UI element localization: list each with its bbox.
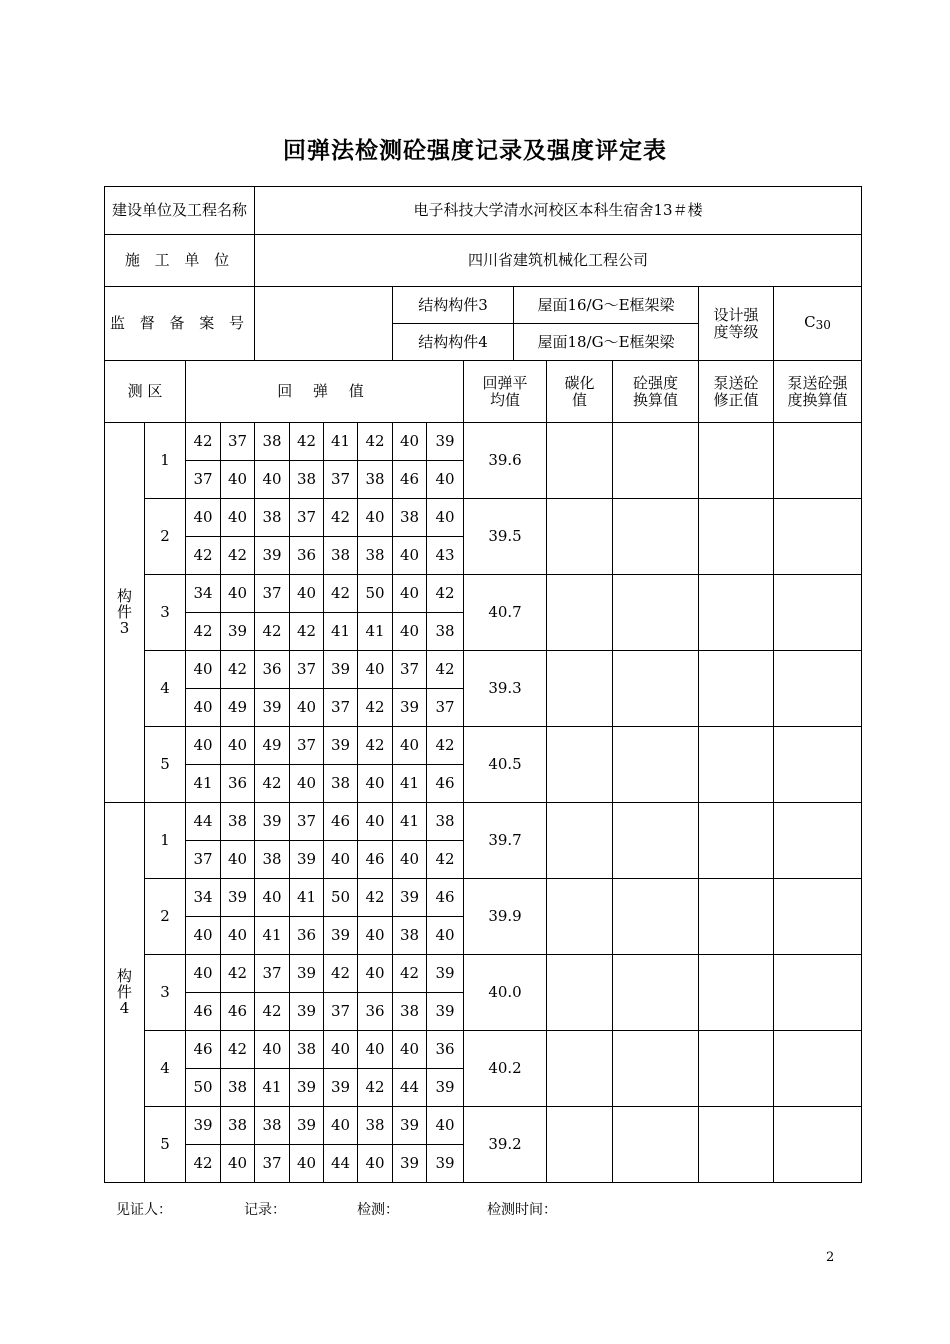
rebound-value: 39 (290, 1107, 324, 1145)
rebound-value: 40 (221, 575, 255, 613)
pump-correction-cell (699, 1031, 774, 1107)
member-group-label: 构件4 (105, 803, 145, 1183)
rebound-value: 40 (255, 1031, 290, 1069)
carbonation-cell (547, 879, 613, 955)
rebound-value: 36 (290, 537, 324, 575)
rebound-value: 40 (255, 879, 290, 917)
witness-label: 见证人： (116, 1202, 172, 1218)
strength-cell (613, 803, 699, 879)
col-carbonation: 碳化值 (547, 361, 613, 423)
rebound-value: 42 (324, 955, 358, 993)
table-row (105, 499, 862, 537)
pump-correction-cell (699, 499, 774, 575)
carbonation-cell (547, 727, 613, 803)
rebound-value: 40 (290, 689, 324, 727)
col-avg: 回弹平均值 (464, 361, 547, 423)
carbonation-cell (547, 423, 613, 499)
rebound-average: 40.7 (464, 575, 547, 651)
table-row (105, 803, 862, 841)
rebound-value: 36 (290, 917, 324, 955)
rebound-value: 40 (427, 461, 464, 499)
rebound-average: 39.6 (464, 423, 547, 499)
rebound-value: 40 (221, 841, 255, 879)
rebound-value: 40 (427, 917, 464, 955)
pump-correction-cell (699, 955, 774, 1031)
rebound-value: 42 (324, 499, 358, 537)
table-row (105, 575, 862, 613)
rebound-value: 34 (186, 879, 221, 917)
rebound-value: 39 (427, 1145, 464, 1183)
rebound-value: 40 (186, 499, 221, 537)
rebound-value: 37 (186, 461, 221, 499)
pump-strength-cell (774, 651, 862, 727)
zone-number: 2 (145, 499, 186, 575)
strength-cell (613, 1107, 699, 1183)
pump-strength-cell (774, 1031, 862, 1107)
rebound-value: 44 (324, 1145, 358, 1183)
rebound-value: 37 (255, 1145, 290, 1183)
rebound-value: 42 (358, 423, 393, 461)
rebound-value: 39 (393, 879, 427, 917)
builder-label: 施 工 单 位 (105, 235, 255, 287)
rebound-value: 38 (221, 1107, 255, 1145)
rebound-average: 40.2 (464, 1031, 547, 1107)
rebound-value: 37 (186, 841, 221, 879)
rebound-value: 40 (427, 1107, 464, 1145)
rebound-value: 38 (324, 765, 358, 803)
rebound-value: 39 (221, 879, 255, 917)
rebound-value: 41 (393, 765, 427, 803)
rebound-value: 39 (290, 1069, 324, 1107)
rebound-value: 40 (358, 651, 393, 689)
col-pump-strength: 泵送砼强度换算值 (774, 361, 862, 423)
carbonation-cell (547, 499, 613, 575)
rebound-value: 39 (255, 803, 290, 841)
rebound-value: 42 (290, 423, 324, 461)
rebound-value: 39 (324, 651, 358, 689)
rebound-value: 46 (358, 841, 393, 879)
rebound-value: 40 (324, 1107, 358, 1145)
rebound-value: 46 (221, 993, 255, 1031)
rebound-value: 42 (186, 613, 221, 651)
test-time-label: 检测时间： (487, 1202, 557, 1218)
rebound-average: 39.3 (464, 651, 547, 727)
pump-strength-cell (774, 1107, 862, 1183)
rebound-value: 42 (358, 689, 393, 727)
rebound-value: 41 (186, 765, 221, 803)
rebound-value: 42 (358, 879, 393, 917)
rebound-value: 39 (221, 613, 255, 651)
project-label: 建设单位及工程名称 (105, 187, 255, 235)
rebound-value: 38 (358, 1107, 393, 1145)
rebound-average: 40.0 (464, 955, 547, 1031)
rebound-value: 40 (393, 575, 427, 613)
rebound-value: 39 (393, 1107, 427, 1145)
rebound-value: 50 (186, 1069, 221, 1107)
supervision-value (255, 287, 393, 361)
col-pump-correction: 泵送砼修正值 (699, 361, 774, 423)
rebound-value: 37 (290, 499, 324, 537)
rebound-value: 42 (255, 765, 290, 803)
pump-correction-cell (699, 803, 774, 879)
rebound-value: 38 (393, 499, 427, 537)
rebound-value: 44 (186, 803, 221, 841)
member-group-label: 构件3 (105, 423, 145, 803)
carbonation-cell (547, 575, 613, 651)
rebound-value: 46 (393, 461, 427, 499)
pump-strength-cell (774, 879, 862, 955)
pump-correction-cell (699, 423, 774, 499)
rebound-value: 39 (393, 689, 427, 727)
rebound-value: 38 (393, 917, 427, 955)
rebound-value: 40 (358, 1031, 393, 1069)
rebound-value: 36 (255, 651, 290, 689)
rebound-value: 36 (358, 993, 393, 1031)
zone-number: 5 (145, 1107, 186, 1183)
rebound-value: 39 (393, 1145, 427, 1183)
strength-cell (613, 499, 699, 575)
rebound-value: 46 (186, 993, 221, 1031)
member4-value: 屋面18/G～E框架梁 (514, 324, 699, 361)
rebound-value: 39 (290, 955, 324, 993)
rebound-value: 39 (427, 993, 464, 1031)
rebound-value: 37 (393, 651, 427, 689)
rebound-value: 40 (393, 841, 427, 879)
tester-label: 检测： (357, 1202, 399, 1218)
member3-label: 结构构件3 (393, 287, 514, 324)
strength-cell (613, 955, 699, 1031)
rebound-value: 40 (393, 537, 427, 575)
rebound-value: 39 (324, 727, 358, 765)
rebound-value: 38 (358, 537, 393, 575)
rebound-value: 50 (324, 879, 358, 917)
zone-number: 4 (145, 651, 186, 727)
rebound-value: 40 (290, 765, 324, 803)
page-number: 2 (826, 1250, 835, 1265)
carbonation-cell (547, 803, 613, 879)
rebound-value: 41 (358, 613, 393, 651)
rebound-value: 40 (324, 1031, 358, 1069)
rebound-value: 40 (221, 727, 255, 765)
zone-number: 2 (145, 879, 186, 955)
rebound-value: 50 (358, 575, 393, 613)
table-row (105, 1107, 862, 1145)
pump-correction-cell (699, 1107, 774, 1183)
rebound-average: 39.9 (464, 879, 547, 955)
strength-cell (613, 575, 699, 651)
zone-number: 3 (145, 575, 186, 651)
pump-strength-cell (774, 499, 862, 575)
strength-cell (613, 727, 699, 803)
rebound-value: 38 (393, 993, 427, 1031)
rebound-value: 38 (255, 1107, 290, 1145)
rebound-value: 41 (290, 879, 324, 917)
rebound-value: 40 (358, 1145, 393, 1183)
rebound-value: 39 (427, 955, 464, 993)
page-title: 回弹法检测砼强度记录及强度评定表 (283, 137, 667, 164)
rebound-value: 39 (324, 1069, 358, 1107)
rebound-value: 37 (255, 575, 290, 613)
col-zone: 测 区 (105, 361, 186, 423)
rebound-value: 38 (255, 841, 290, 879)
table-row (105, 727, 862, 765)
rebound-average: 39.2 (464, 1107, 547, 1183)
rebound-value: 37 (324, 689, 358, 727)
pump-strength-cell (774, 575, 862, 651)
carbonation-cell (547, 1031, 613, 1107)
rebound-value: 42 (221, 537, 255, 575)
rebound-value: 37 (324, 461, 358, 499)
rebound-value: 42 (255, 613, 290, 651)
rebound-average: 40.5 (464, 727, 547, 803)
rebound-value: 42 (393, 955, 427, 993)
supervision-label: 监 督 备 案 号 (105, 287, 255, 361)
rebound-value: 37 (290, 727, 324, 765)
zone-number: 5 (145, 727, 186, 803)
pump-correction-cell (699, 727, 774, 803)
rebound-value: 38 (427, 613, 464, 651)
rebound-value: 42 (186, 537, 221, 575)
rebound-value: 34 (186, 575, 221, 613)
rebound-value: 42 (427, 575, 464, 613)
rebound-value: 42 (221, 1031, 255, 1069)
rebound-value: 39 (290, 841, 324, 879)
rebound-value: 41 (324, 613, 358, 651)
rebound-value: 37 (427, 689, 464, 727)
rebound-value: 42 (324, 575, 358, 613)
rebound-value: 42 (221, 651, 255, 689)
rebound-value: 38 (255, 423, 290, 461)
rebound-value: 42 (358, 1069, 393, 1107)
project-value: 电子科技大学清水河校区本科生宿舍13＃楼 (255, 187, 862, 235)
rebound-value: 40 (290, 1145, 324, 1183)
rebound-value: 39 (290, 993, 324, 1031)
member3-value: 屋面16/G～E框架梁 (514, 287, 699, 324)
rebound-value: 40 (186, 917, 221, 955)
rebound-value: 41 (255, 917, 290, 955)
rebound-value: 40 (393, 1031, 427, 1069)
rebound-value: 40 (324, 841, 358, 879)
rebound-value: 42 (186, 1145, 221, 1183)
rebound-value: 40 (290, 575, 324, 613)
pump-correction-cell (699, 879, 774, 955)
rebound-value: 42 (358, 727, 393, 765)
rebound-value: 46 (427, 765, 464, 803)
design-strength-value: $C_{30}$ (774, 287, 862, 361)
rebound-value: 36 (221, 765, 255, 803)
rebound-value: 37 (255, 955, 290, 993)
rebound-value: 46 (324, 803, 358, 841)
pump-strength-cell (774, 727, 862, 803)
rebound-value: 42 (221, 955, 255, 993)
rebound-value: 38 (358, 461, 393, 499)
rebound-value: 39 (427, 1069, 464, 1107)
rebound-value: 40 (221, 1145, 255, 1183)
rebound-value: 44 (393, 1069, 427, 1107)
table-row (105, 651, 862, 689)
rebound-value: 39 (186, 1107, 221, 1145)
strength-cell (613, 1031, 699, 1107)
table-row (105, 1031, 862, 1069)
rebound-value: 38 (324, 537, 358, 575)
rebound-value: 38 (290, 1031, 324, 1069)
rebound-value: 40 (358, 765, 393, 803)
rebound-value: 37 (290, 803, 324, 841)
rebound-value: 39 (427, 423, 464, 461)
rebound-value: 38 (221, 1069, 255, 1107)
rebound-value: 38 (290, 461, 324, 499)
rebound-value: 41 (255, 1069, 290, 1107)
rebound-value: 38 (255, 499, 290, 537)
rebound-value: 40 (393, 423, 427, 461)
strength-cell (613, 651, 699, 727)
rebound-value: 38 (427, 803, 464, 841)
rebound-value: 49 (221, 689, 255, 727)
rebound-value: 40 (186, 651, 221, 689)
pump-strength-cell (774, 423, 862, 499)
builder-value: 四川省建筑机械化工程公司 (255, 235, 862, 287)
rebound-value: 37 (221, 423, 255, 461)
rebound-value: 40 (221, 917, 255, 955)
rebound-value: 40 (358, 803, 393, 841)
rebound-value: 41 (324, 423, 358, 461)
recorder-label: 记录： (244, 1202, 286, 1218)
zone-number: 1 (145, 423, 186, 499)
rebound-value: 40 (186, 689, 221, 727)
rebound-value: 42 (427, 841, 464, 879)
rebound-value: 39 (255, 537, 290, 575)
rebound-value: 39 (255, 689, 290, 727)
carbonation-cell (547, 955, 613, 1031)
table-row (105, 955, 862, 993)
record-table (104, 186, 862, 1183)
rebound-value: 40 (358, 955, 393, 993)
rebound-value: 40 (358, 499, 393, 537)
zone-number: 1 (145, 803, 186, 879)
rebound-value: 42 (255, 993, 290, 1031)
rebound-value: 42 (186, 423, 221, 461)
rebound-value: 42 (427, 727, 464, 765)
zone-number: 3 (145, 955, 186, 1031)
col-rebound: 回 弹 值 (186, 361, 464, 423)
rebound-value: 40 (221, 499, 255, 537)
rebound-value: 49 (255, 727, 290, 765)
rebound-value: 40 (393, 613, 427, 651)
strength-cell (613, 423, 699, 499)
pump-correction-cell (699, 575, 774, 651)
design-strength-label: 设计强度等级 (699, 287, 774, 361)
rebound-value: 40 (358, 917, 393, 955)
rebound-value: 38 (221, 803, 255, 841)
rebound-average: 39.7 (464, 803, 547, 879)
member4-label: 结构构件4 (393, 324, 514, 361)
zone-number: 4 (145, 1031, 186, 1107)
rebound-value: 46 (427, 879, 464, 917)
rebound-value: 43 (427, 537, 464, 575)
carbonation-cell (547, 651, 613, 727)
rebound-value: 41 (393, 803, 427, 841)
rebound-value: 40 (255, 461, 290, 499)
pump-strength-cell (774, 955, 862, 1031)
rebound-value: 37 (290, 651, 324, 689)
col-strength: 砼强度换算值 (613, 361, 699, 423)
rebound-value: 37 (324, 993, 358, 1031)
carbonation-cell (547, 1107, 613, 1183)
strength-cell (613, 879, 699, 955)
rebound-value: 40 (186, 727, 221, 765)
rebound-value: 42 (427, 651, 464, 689)
pump-correction-cell (699, 651, 774, 727)
rebound-value: 40 (427, 499, 464, 537)
rebound-value: 40 (221, 461, 255, 499)
rebound-value: 42 (290, 613, 324, 651)
rebound-average: 39.5 (464, 499, 547, 575)
table-row (105, 879, 862, 917)
rebound-value: 40 (393, 727, 427, 765)
rebound-value: 36 (427, 1031, 464, 1069)
table-row (105, 423, 862, 461)
rebound-value: 39 (324, 917, 358, 955)
rebound-value: 40 (186, 955, 221, 993)
rebound-value: 46 (186, 1031, 221, 1069)
pump-strength-cell (774, 803, 862, 879)
